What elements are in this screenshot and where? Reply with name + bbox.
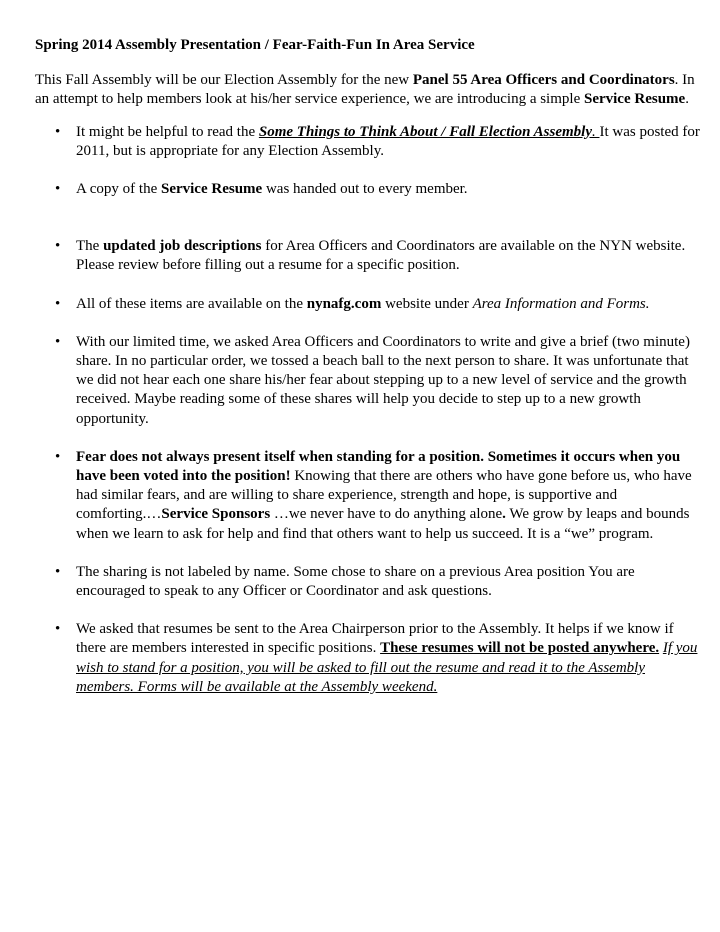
intro-text: . [685,91,689,108]
intro-text: . In an attempt to help members look at his/her service experience, we are introducing a simple [35,72,695,108]
list-item-job-descriptions [35,237,703,275]
website-name: nynafg.com [306,295,382,312]
item-text: We grow by leaps and bounds when we learn to ask for help and find that others want to help us succeed. It is a “we” program. [76,506,690,542]
item-italic-underline: If you wish to stand for a position, you will be asked to fill out the resume and read it to the Assembly members. Forms will be available at the Assembly weekend. [76,640,698,695]
bullet-icon: • [55,181,61,198]
item-text: It might be helpful to read the [76,123,259,140]
list-item-fear [35,448,703,544]
item-bold: Service Resume [160,181,263,198]
item-text: Knowing that there are others who have gone before us, who have had similar fears, and are willing to share experience, strength and hope, is supportive and comforting.… [76,468,692,523]
item-text: was handed out to every member. [262,181,468,198]
item-bold: updated job descriptions [103,238,262,255]
item-text: We asked that resumes be sent to the Area Chairperson prior to the Assembly. It helps if we know if there are members interested in specific positions. [76,621,674,657]
item-text: It was posted for 2011, but is appropriate for any Election Assembly. [76,123,700,159]
item-bold: . [502,506,506,523]
document-title: Spring 2014 Assembly Presentation / Fear-Faith-Fun In Area Service [35,37,475,53]
bullet-icon: • [55,238,61,255]
item-text: …we never have to do anything alone [270,506,503,523]
item-text: With our limited time, we asked Area Officers and Coordinators to write and give a brief (two minute) share. In no particular order, we tossed a beach ball to the next person to share. It was unfortunate that we did not hear each one share his/her fear about stepping up to a new level of service and the growth received. Maybe reading some of these shares will help you decide to step up to a new growth opportunity. [76,333,690,427]
bullet-icon: • [55,448,61,465]
intro-text: This Fall Assembly will be our Election Assembly for the new [35,72,413,89]
list-item-website [35,295,703,314]
intro-paragraph [35,71,703,109]
intro-service-resume-bold: Service Resume [583,91,686,108]
item-text: for Area Officers and Coordinators are available on the NYN website. Please review before filling out a resume for a specific position. [76,238,686,274]
item-text: The [76,238,104,255]
bullet-icon: • [55,333,61,350]
bullet-icon: • [55,563,61,580]
item-bold-underline: These resumes will not be posted anywhere. [380,640,660,657]
list-item-read-article [35,123,703,161]
item-text: The sharing is not labeled by name. Some chose to share on a previous Area position You are encouraged to speak to any Officer or Coordinator and ask questions. [76,563,635,600]
item-text: website under [381,295,473,312]
item-italic: Area Information and Forms. [472,295,650,312]
item-bold: Fear does not always present itself when standing for a position. Sometimes it occurs when you have been voted into the position! [76,448,681,485]
list-item-sharing-not-labeled [35,563,703,601]
bullet-icon: • [55,123,61,140]
item-bold: Service Sponsors [161,506,271,523]
list-item-shares [35,333,703,429]
bullet-list [35,123,703,697]
item-text: A copy of the [76,181,161,198]
article-link[interactable]: Some Things to Think About / Fall Election Assembly. [258,123,600,140]
intro-panel-bold: Panel 55 Area Officers and Coordinators [412,72,675,89]
list-item-resumes [35,620,703,697]
document-page [35,36,703,716]
bullet-icon: • [55,295,61,312]
list-item-resume-copy [35,180,703,199]
bullet-icon: • [55,621,61,638]
item-text: All of these items are available on the [76,295,307,312]
